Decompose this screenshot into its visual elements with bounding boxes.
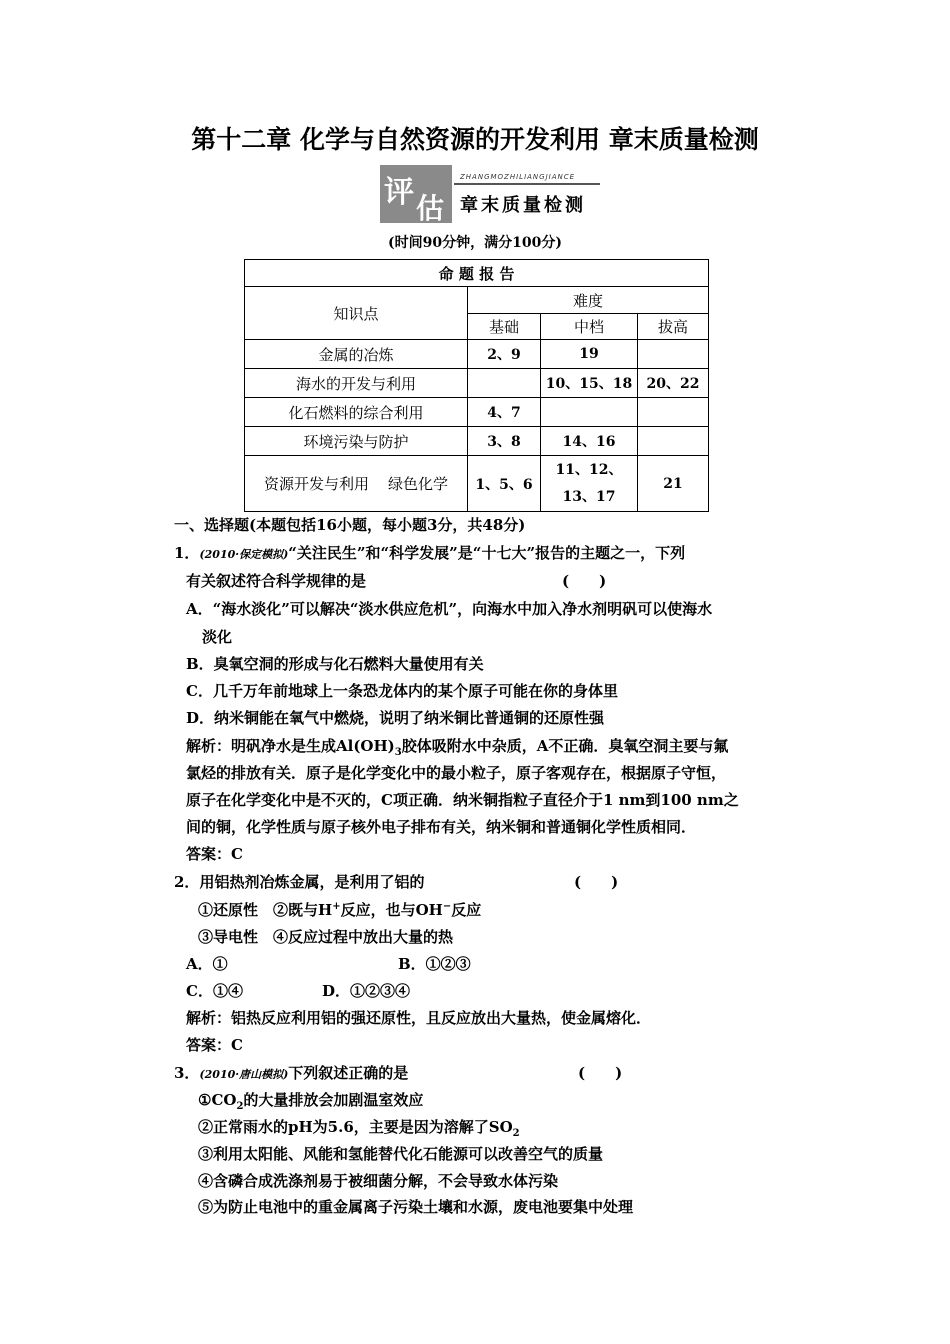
topic-cell: 海水的开发与利用 <box>245 369 468 398</box>
table-row <box>245 456 709 512</box>
header-basic: 基础 <box>468 314 541 340</box>
section-heading: 一、选择题(本题包括16小题，每小题3分，共48分) <box>174 516 526 534</box>
q2-items-1b: 反应，也与OH <box>340 901 443 919</box>
q1-analysis-1a: 解析：明矾净水是生成Al(OH) <box>186 737 395 755</box>
basic-cell <box>468 369 541 398</box>
q2-number: 2． <box>174 873 200 891</box>
q1-answer-paren: ( ) <box>562 572 607 590</box>
q3-stem <box>174 1062 408 1083</box>
topic-cell: 化石燃料的综合利用 <box>245 398 468 427</box>
medium-cell: 14、16 <box>541 427 638 456</box>
q3-stem-text: 下列叙述正确的是 <box>288 1064 409 1082</box>
logo-subtitle: 章末质量检测 <box>460 195 586 216</box>
q1-option-a-cont: 淡化 <box>202 628 233 646</box>
q1-analysis-sub: 3 <box>394 747 402 758</box>
q3-statement-3: ③利用太阳能、风能和氢能替代化石能源可以改善空气的质量 <box>198 1145 604 1163</box>
q2-option-c: C．①④ <box>186 982 243 1000</box>
q3-number: 3． <box>174 1064 200 1082</box>
q3-statement-2 <box>198 1116 520 1139</box>
q1-analysis-4: 间的铜，化学性质与原子核外电子排布有关，纳米铜和普通铜化学性质相同． <box>186 818 697 836</box>
topic-cell: 环境污染与防护 <box>245 427 468 456</box>
q1-stem-text: “关注民生”和“科学发展”是“十七大”报告的主题之一，下列 <box>288 544 686 562</box>
q1-stem-line-2: 有关叙述符合科学规律的是 <box>186 572 367 590</box>
q2-answer-paren: ( ) <box>574 873 619 891</box>
header-medium: 中档 <box>541 314 638 340</box>
topic-cell: 金属的冶炼 <box>245 340 468 369</box>
q1-analysis-3: 原子在化学变化中是不灭的，C项正确．纳米铜指粒子直径介于1 nm到100 nm之 <box>186 791 739 809</box>
q1-stem <box>174 542 685 563</box>
q1-option-a: A．“海水淡化”可以解决“淡水供应危机”，向海水中加入净水剂明矾可以使海水 <box>186 600 713 618</box>
q1-answer: 答案：C <box>186 845 243 863</box>
medium-cell: 19 <box>541 340 638 369</box>
q2-stem-text: 用铝热剂冶炼金属，是利用了铝的 <box>199 873 425 891</box>
q2-items-1c: 反应 <box>451 901 482 919</box>
medium-cell <box>541 456 638 512</box>
header-hard: 拔高 <box>638 314 709 340</box>
hard-cell: 21 <box>638 456 709 512</box>
q2-items-1 <box>198 899 481 920</box>
hard-cell <box>638 427 709 456</box>
q2-sup-h: + <box>332 901 341 912</box>
section-logo <box>380 165 602 223</box>
basic-cell: 2、9 <box>468 340 541 369</box>
hard-cell: 20、22 <box>638 369 709 398</box>
medium-cell: 10、15、18 <box>541 369 638 398</box>
table-caption: 命 题 报 告 <box>245 260 709 287</box>
medium-cell <box>541 398 638 427</box>
q2-option-b: B．①②③ <box>398 955 471 973</box>
hard-cell <box>638 340 709 369</box>
q3-s2-sub: 2 <box>512 1128 520 1139</box>
q1-analysis-2: 氯烃的排放有关．原子是化学变化中的最小粒子，原子客观存在，根据原子守恒， <box>186 764 727 782</box>
q3-statement-1 <box>198 1089 423 1112</box>
q1-analysis-1 <box>186 735 728 758</box>
q1-source: (2010·保定模拟) <box>199 548 289 561</box>
q2-answer: 答案：C <box>186 1036 243 1054</box>
basic-cell: 3、8 <box>468 427 541 456</box>
q1-number: 1． <box>174 544 200 562</box>
q2-stem <box>174 871 424 892</box>
q2-items-1a: ①还原性 ②既与H <box>198 901 333 919</box>
table-row <box>245 340 709 369</box>
q3-statement-4: ④含磷合成洗涤剂易于被细菌分解，不会导致水体污染 <box>198 1172 559 1190</box>
q3-source: (2010·唐山模拟) <box>199 1068 289 1081</box>
q2-analysis: 解析：铝热反应利用铝的强还原性，且反应放出大量热，使金属熔化． <box>186 1009 652 1027</box>
page-title: 第十二章 化学与自然资源的开发利用 章末质量检测 <box>191 125 759 154</box>
q3-s1b: 的大量排放会加剧温室效应 <box>243 1091 424 1109</box>
logo-char-1: 评 <box>384 175 414 210</box>
q1-analysis-1b: 胶体吸附水中杂质，A不正确．臭氧空洞主要与氟 <box>401 737 729 755</box>
logo-small-text: ZHANGMOZHILIANGJIANCE <box>460 173 576 181</box>
q2-sup-oh: − <box>442 901 452 912</box>
q3-s2a: ②正常雨水的pH为5.6，主要是因为溶解了SO <box>198 1118 513 1136</box>
hard-cell <box>638 398 709 427</box>
medium-cell-line-2: 13、17 <box>562 488 616 505</box>
table-row <box>245 398 709 427</box>
q1-option-d: D．纳米铜能在氧气中燃烧，说明了纳米铜比普通铜的还原性强 <box>186 709 605 727</box>
q3-s1a: ①CO <box>198 1091 237 1109</box>
q3-s1-sub: 2 <box>236 1101 244 1112</box>
header-knowledge: 知识点 <box>245 287 468 340</box>
q1-option-c: C．几千万年前地球上一条恐龙体内的某个原子可能在你的身体里 <box>186 682 618 700</box>
q2-option-a: A．① <box>186 955 228 973</box>
basic-cell: 4、7 <box>468 398 541 427</box>
time-limit: (时间90分钟，满分100分) <box>388 235 562 251</box>
report-table <box>244 259 709 512</box>
topic-cell: 资源开发与利用 绿色化学 <box>245 456 468 512</box>
logo-char-2: 估 <box>416 192 445 225</box>
q3-answer-paren: ( ) <box>578 1064 623 1082</box>
q2-option-d: D．①②③④ <box>322 982 411 1000</box>
table-row <box>245 369 709 398</box>
logo-divider <box>454 183 600 185</box>
basic-cell: 1、5、6 <box>468 456 541 512</box>
table-row <box>245 427 709 456</box>
q1-option-b: B．臭氧空洞的形成与化石燃料大量使用有关 <box>186 655 484 673</box>
medium-cell-line-1: 11、12、 <box>555 461 623 478</box>
q2-items-2: ③导电性 ④反应过程中放出大量的热 <box>198 928 454 946</box>
q3-statement-5: ⑤为防止电池中的重金属离子污染土壤和水源，废电池要集中处理 <box>198 1198 634 1216</box>
header-difficulty: 难度 <box>468 287 709 314</box>
